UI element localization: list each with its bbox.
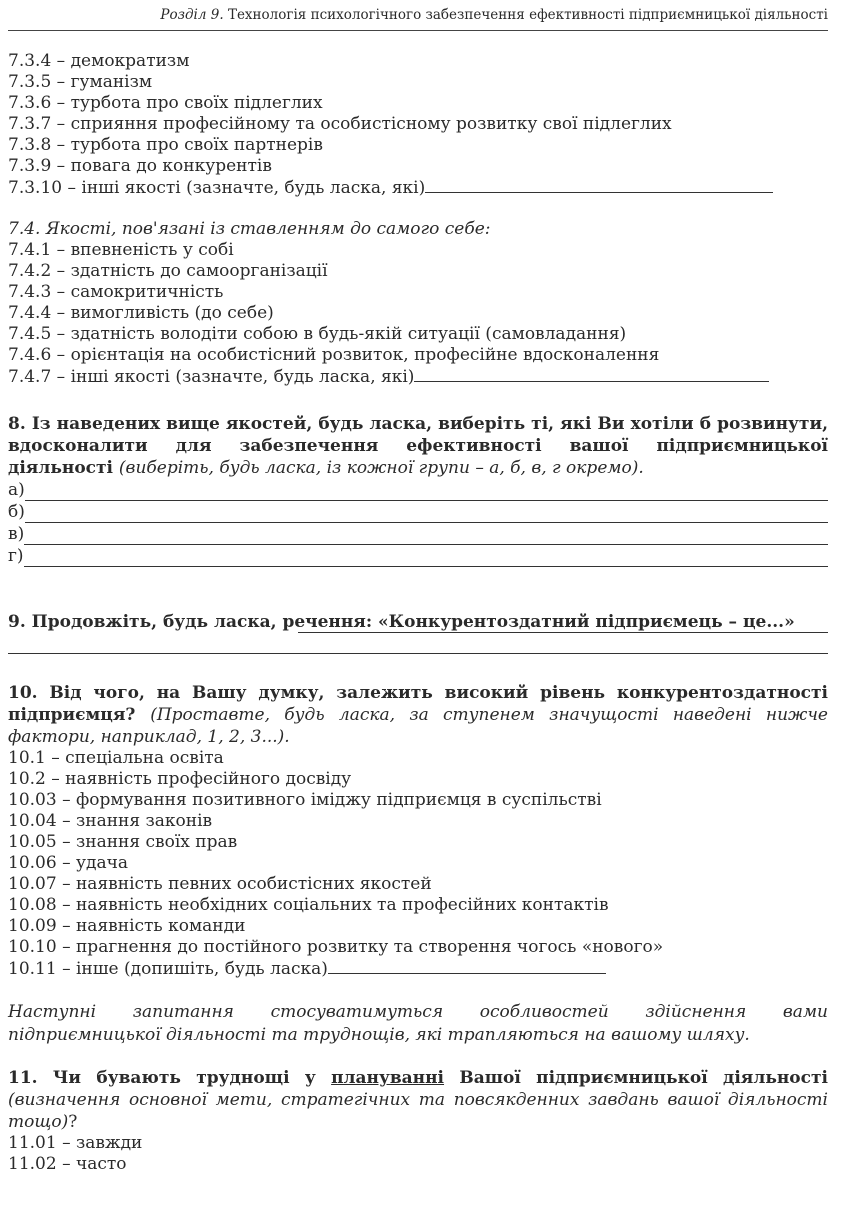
question-11-post: Вашої підприємницької діяльності [444,1068,828,1088]
question-10-list [8,748,828,979]
list-item: 10.04 – знання законів [8,811,213,831]
answer-blank[interactable] [414,366,769,382]
question-11-note: (визначення основної мети, стратегічних та повсякденних завдань вашої діяльності тощо) [8,1090,828,1132]
list-item: 7.4.4 – вимогливість (до себе) [8,303,274,323]
list-item: 7.3.9 – повага до конкурентів [8,156,272,176]
running-header [8,0,828,31]
list-item: 7.4.2 – здатність до самоорганізації [8,261,328,281]
answer-line[interactable] [8,523,828,545]
other-label: 7.3.10 – інші якості (зазначте, будь ласка, які) [8,178,426,198]
list-item: 7.4.1 – впевненість у собі [8,240,234,260]
group-title: 7.4. Якості, пов'язані із ставленням до самого себе: [8,219,491,239]
answer-line[interactable] [8,545,828,567]
list-item-other [8,177,828,198]
section-intro-note: Наступні запитання стосуватимуться особливостей здійснення вами підприємницької діяльності та труднощів, які трапляються на вашому шляху. [8,1002,828,1045]
question-11-list [8,1133,828,1175]
list-item: 10.06 – удача [8,853,128,873]
question-8-answers [8,479,828,567]
question-10 [8,682,828,748]
list-item: 7.3.6 – турбота про своїх підлеглих [8,93,323,113]
list-item: 10.2 – наявність професійного досвіду [8,769,352,789]
list-item-other [8,958,828,979]
question-10-text: 10. Від чого, на Вашу думку, залежить високий рівень конкурентоздатності підприємця? [8,683,828,725]
list-item: 10.08 – наявність необхідних соціальних та професійних контактів [8,895,609,915]
answer-line[interactable] [8,479,828,501]
answer-blank[interactable] [328,958,606,974]
list-item: 7.4.3 – самокритичність [8,282,224,302]
question-11 [8,1067,828,1133]
group-7-3-list [8,51,828,198]
header-section: Розділ 9. [160,7,224,23]
answer-label: а) [8,480,25,500]
list-item: 10.09 – наявність команди [8,916,246,936]
answer-label: в) [8,524,25,544]
answer-line[interactable] [8,501,828,523]
question-9-text: 9. Продовжіть, будь ласка, речення: «Конкурентоздатний підприємець – це...» [8,612,795,632]
question-11-end: ? [68,1112,78,1132]
group-7-4-list [8,219,828,387]
list-item: 7.3.5 – гуманізм [8,72,153,92]
list-item: 7.3.4 – демократизм [8,51,190,71]
question-10-note: (Проставте, будь ласка, за ступенем значущості наведені нижче фактори, наприклад, 1, 2, 3...). [8,705,828,747]
list-item: 10.1 – спеціальна освіта [8,748,224,768]
answer-blank[interactable] [8,633,828,654]
question-11-pre: 11. Чи бувають труднощі у [8,1068,332,1088]
list-item-other [8,366,828,387]
question-9 [8,589,828,654]
list-item: 7.3.7 – сприяння професійному та особистісному розвитку свої підлеглих [8,114,672,134]
list-item: 7.4.5 – здатність володіти собою в будь-якій ситуації (самовладання) [8,324,627,344]
list-item: 10.05 – знання своїх прав [8,832,238,852]
list-item: 10.10 – прагнення до постійного розвитку та створення чогось «нового» [8,937,664,957]
list-item: 10.07 – наявність певних особистісних якостей [8,874,432,894]
answer-blank[interactable] [425,177,773,193]
question-11-keyword: плануванні [331,1068,445,1088]
question-8-note: (виберіть, будь ласка, із кожної групи – а, б, в, г окремо). [118,458,644,478]
list-item: 11.01 – завжди [8,1133,143,1153]
answer-label: г) [8,546,24,566]
list-item: 7.3.8 – турбота про своїх партнерів [8,135,323,155]
answer-label: б) [8,502,25,522]
list-item: 11.02 – часто [8,1154,127,1174]
other-label: 10.11 – інше (допишіть, будь ласка) [8,959,328,979]
other-label: 7.4.7 – інші якості (зазначте, будь ласка, які) [8,367,415,387]
list-item: 10.03 – формування позитивного іміджу підприємця в суспільстві [8,790,602,810]
document-page [8,0,828,1175]
question-8 [8,413,828,479]
header-title: Технологія психологічного забезпечення ефективності підприємницької діяльності [227,7,828,23]
list-item: 7.4.6 – орієнтація на особистісний розвиток, професійне вдосконалення [8,345,660,365]
question-8-text: 8. Із наведених вище якостей, будь ласка, виберіть ті, які Ви хотіли б розвинути, вдосконалити для забезпечення ефективності вашої підприємницької діяльності [8,414,828,478]
